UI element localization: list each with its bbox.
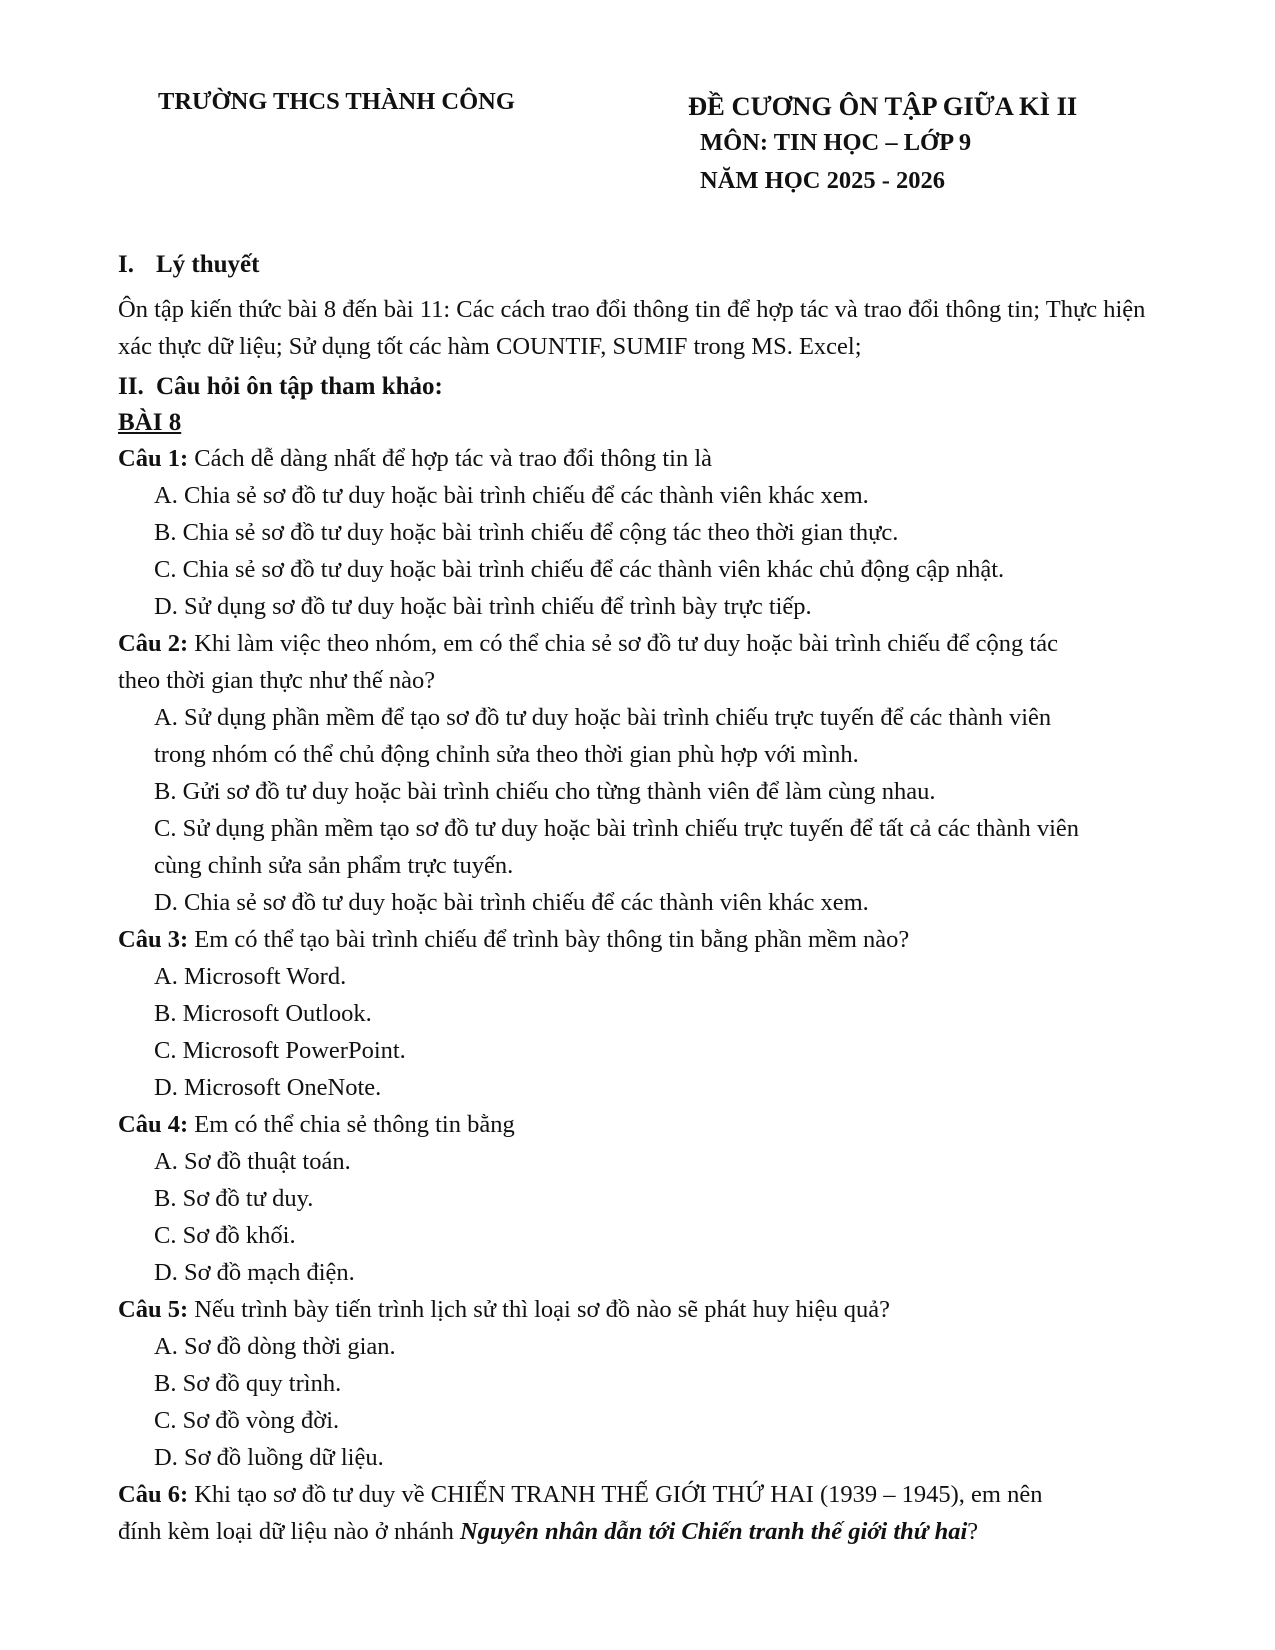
answer-option: A. Microsoft Word.	[154, 963, 347, 990]
question-text-prefix: đính kèm loại dữ liệu nào ở nhánh	[118, 1518, 454, 1545]
answer-option: A. Sơ đồ thuật toán.	[154, 1148, 351, 1175]
section-title: Câu hỏi ôn tập tham khảo:	[156, 373, 443, 400]
answer-option: B. Sơ đồ quy trình.	[154, 1370, 342, 1397]
section-heading-questions	[118, 368, 1178, 405]
answer-option	[118, 773, 1178, 810]
document-title: ĐỀ CƯƠNG ÔN TẬP GIỮA KÌ II	[688, 91, 1078, 121]
question-text-continued: theo thời gian thực như thế nào?	[118, 667, 436, 694]
answer-option: A. Sơ đồ dòng thời gian.	[154, 1333, 396, 1360]
section-number: II.	[118, 373, 144, 400]
lesson-heading: BÀI 8	[118, 409, 182, 436]
document-header	[688, 88, 1077, 200]
answer-option: C. Chia sẻ sơ đồ tư duy hoặc bài trình chiếu để các thành viên khác chủ động cập nhật.	[154, 556, 1005, 583]
school-year: NĂM HỌC 2025 - 2026	[700, 167, 945, 194]
answer-option: C. Microsoft PowerPoint.	[154, 1037, 406, 1064]
section-title: Lý thuyết	[156, 251, 260, 278]
document-body	[118, 246, 1178, 1550]
question-text: Em có thể chia sẻ thông tin bằng	[194, 1111, 515, 1138]
question-label: Câu 5:	[118, 1296, 189, 1323]
question-1	[118, 440, 1178, 477]
answer-option: B. Chia sẻ sơ đồ tư duy hoặc bài trình chiếu để cộng tác theo thời gian thực.	[154, 519, 899, 546]
school-name: TRƯỜNG THCS THÀNH CÔNG	[158, 88, 515, 115]
question-4	[118, 1106, 1178, 1143]
answer-option: D. Microsoft OneNote.	[154, 1074, 382, 1101]
answer-option	[118, 810, 1178, 884]
answer-option-line: D. Chia sẻ sơ đồ tư duy hoặc bài trình chiếu để các thành viên khác xem.	[154, 889, 869, 916]
subject-line: MÔN: TIN HỌC – LỚP 9	[700, 129, 972, 156]
section-number: I.	[118, 251, 134, 278]
question-text: Cách dễ dàng nhất để hợp tác và trao đổi thông tin là	[194, 445, 713, 472]
answer-option-line: C. Sử dụng phần mềm tạo sơ đồ tư duy hoặc bài trình chiếu trực tuyến để tất cả các thành viên	[154, 815, 1080, 842]
question-text: Khi làm việc theo nhóm, em có thể chia sẻ sơ đồ tư duy hoặc bài trình chiếu để cộng tác	[194, 630, 1058, 657]
answer-option: D. Sơ đồ mạch điện.	[154, 1259, 355, 1286]
section-heading-theory	[118, 246, 1178, 283]
question-text: Khi tạo sơ đồ tư duy về CHIẾN TRANH THẾ GIỚI THỨ HAI (1939 – 1945), em nên	[194, 1481, 1043, 1508]
answer-option: B. Sơ đồ tư duy.	[154, 1185, 314, 1212]
question-text-continued	[118, 1513, 1178, 1550]
answer-option: C. Sơ đồ khối.	[154, 1222, 296, 1249]
question-label: Câu 4:	[118, 1111, 189, 1138]
question-label: Câu 3:	[118, 926, 189, 953]
answer-option-line: cùng chỉnh sửa sản phẩm trực tuyến.	[154, 852, 514, 879]
question-label: Câu 6:	[118, 1481, 189, 1508]
answer-option: B. Microsoft Outlook.	[154, 1000, 372, 1027]
question-text: Nếu trình bày tiến trình lịch sử thì loại sơ đồ nào sẽ phát huy hiệu quả?	[194, 1296, 890, 1323]
theory-paragraph: Ôn tập kiến thức bài 8 đến bài 11: Các cách trao đổi thông tin để hợp tác và trao đổi thông tin; Thực hiện xác thực dữ liệu; Sử dụng tốt các hàm COUNTIF, SUMIF trong MS. Excel;	[118, 296, 1146, 360]
answer-option	[118, 699, 1178, 773]
question-label: Câu 1:	[118, 445, 189, 472]
question-label: Câu 2:	[118, 630, 189, 657]
answer-option	[118, 884, 1178, 921]
question-6	[118, 1476, 1178, 1513]
answer-option: D. Sử dụng sơ đồ tư duy hoặc bài trình chiếu để trình bày trực tiếp.	[154, 593, 812, 620]
question-text: Em có thể tạo bài trình chiếu để trình bày thông tin bằng phần mềm nào?	[194, 926, 910, 953]
answer-option: C. Sơ đồ vòng đời.	[154, 1407, 340, 1434]
answer-option-line: trong nhóm có thể chủ động chỉnh sửa theo thời gian phù hợp với mình.	[154, 741, 859, 768]
question-2	[118, 625, 1178, 662]
question-5	[118, 1291, 1178, 1328]
question-emphasis: Nguyên nhân dẫn tới Chiến tranh thế giới thứ hai	[459, 1518, 968, 1545]
answer-option: A. Chia sẻ sơ đồ tư duy hoặc bài trình chiếu để các thành viên khác xem.	[154, 482, 869, 509]
question-3	[118, 921, 1178, 958]
answer-option-line: A. Sử dụng phần mềm để tạo sơ đồ tư duy hoặc bài trình chiếu trực tuyến để các thành viên	[154, 704, 1052, 731]
question-text-suffix: ?	[967, 1518, 979, 1545]
answer-option-line: B. Gửi sơ đồ tư duy hoặc bài trình chiếu cho từng thành viên để làm cùng nhau.	[154, 778, 936, 805]
answer-option: D. Sơ đồ luồng dữ liệu.	[154, 1444, 384, 1471]
